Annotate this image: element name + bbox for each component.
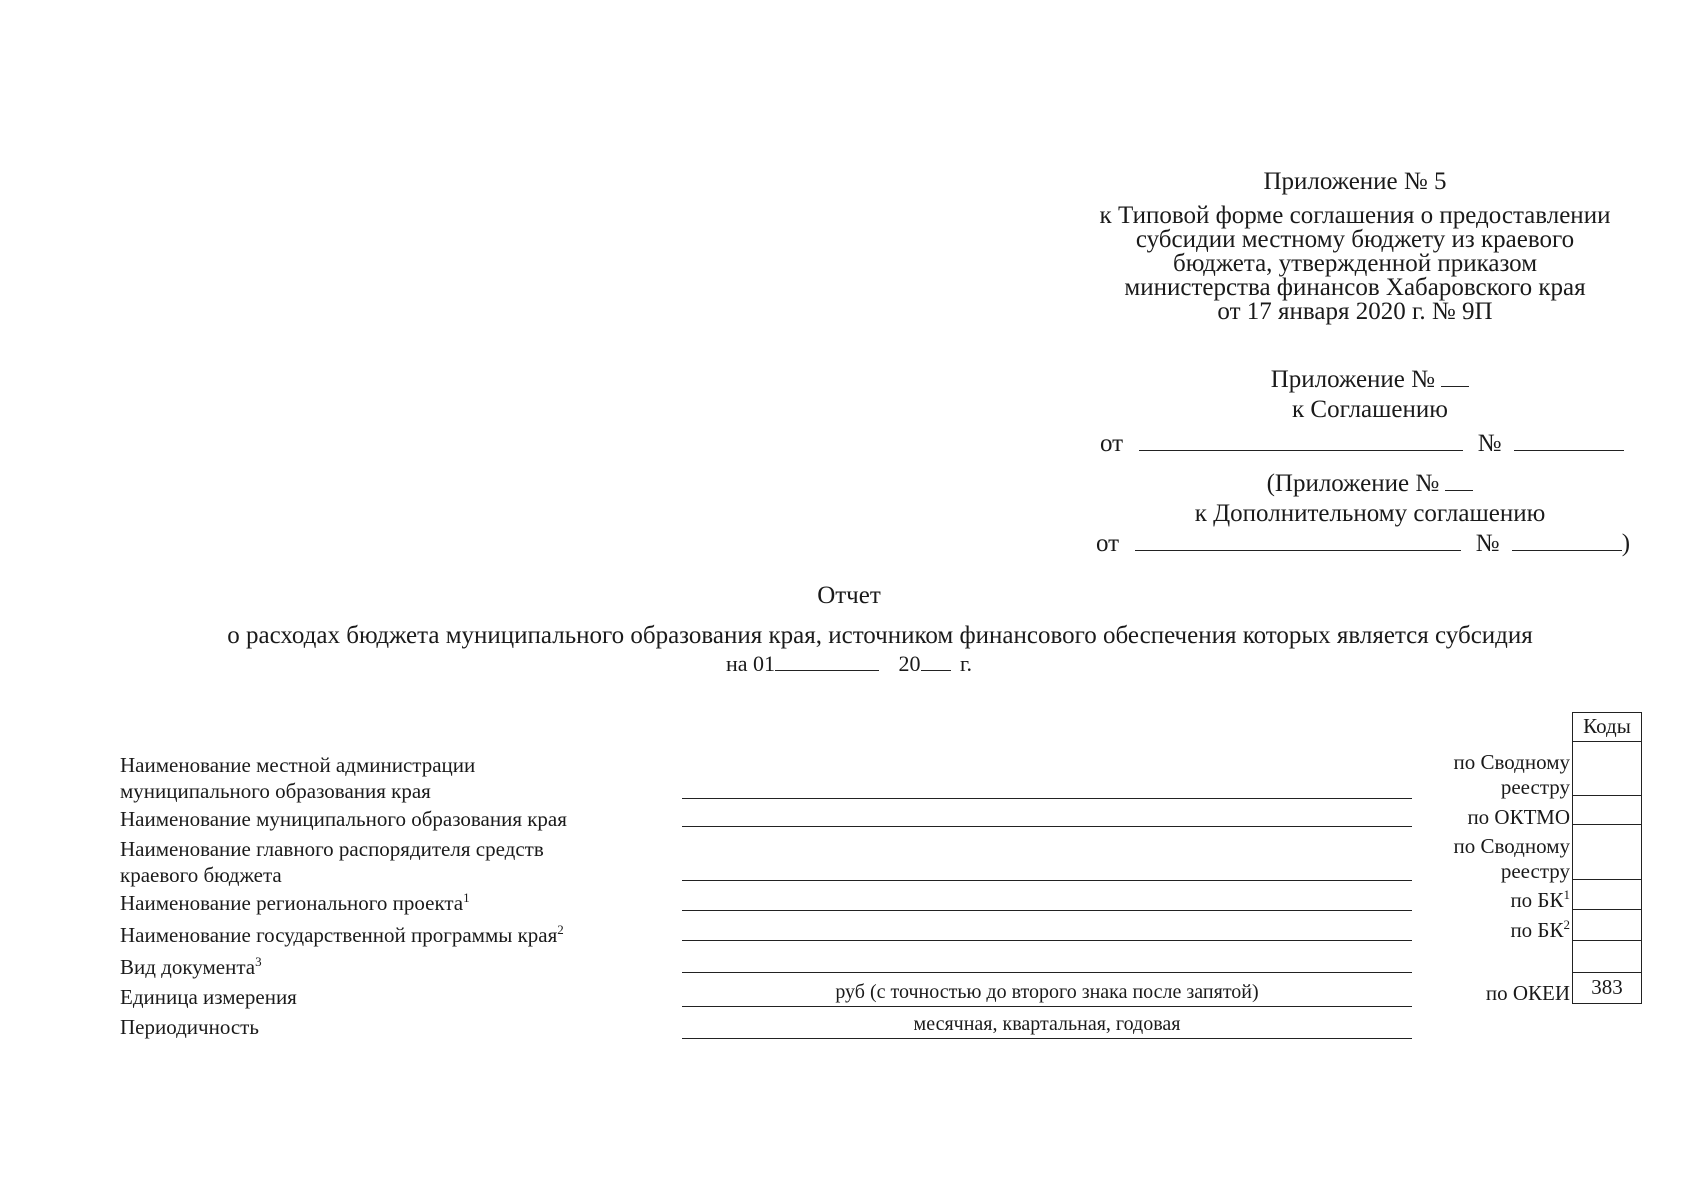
row-label-regional-project bbox=[120, 890, 680, 916]
appendix-title: Приложение № 5 bbox=[1263, 168, 1447, 195]
header-line: бюджета, утвержденной приказом bbox=[1172, 250, 1538, 277]
row-label-document-type bbox=[120, 954, 680, 980]
agreement-appendix-label: Приложение № bbox=[1270, 366, 1436, 393]
code-cell-okei[interactable]: 383 bbox=[1572, 972, 1642, 1004]
additional-appendix-row bbox=[1060, 466, 1680, 498]
header-line: субсидии местному бюджету из краевого bbox=[1135, 226, 1575, 253]
label-text: Вид документа bbox=[120, 955, 256, 979]
field-state-program[interactable] bbox=[682, 916, 1412, 941]
number-label-2: № bbox=[1475, 530, 1500, 557]
date-suffix: г. bbox=[960, 651, 973, 676]
row-label-municipality: Наименование муниципального образования края bbox=[120, 807, 567, 831]
row-label-local-administration bbox=[120, 752, 680, 804]
code-label-okei: по ОКЕИ bbox=[1485, 981, 1570, 1005]
code-label-line: по Сводному bbox=[1453, 750, 1570, 774]
code-label-bk-1 bbox=[1390, 888, 1570, 913]
label-line: Наименование главного распорядителя средств bbox=[120, 837, 544, 861]
header-line: к Типовой форме соглашения о предоставлении bbox=[1099, 202, 1611, 229]
code-label-bk-2 bbox=[1390, 918, 1570, 943]
appendix-number-blank[interactable] bbox=[1441, 362, 1469, 387]
report-title: Отчет bbox=[817, 582, 881, 609]
report-subtitle: о расходах бюджета муниципального образования края, источником финансового обеспечения которых является субсидия bbox=[227, 622, 1533, 649]
code-label-line: реестру bbox=[1500, 775, 1570, 799]
close-paren: ) bbox=[1621, 530, 1631, 557]
agreement-appendix-row bbox=[1060, 362, 1680, 394]
row-label-unit: Единица измерения bbox=[120, 985, 297, 1009]
code-label-svodny-reestr-2 bbox=[1390, 834, 1570, 884]
to-agreement-label: к Соглашению bbox=[1292, 396, 1448, 423]
agreement-reference bbox=[1060, 362, 1680, 558]
footnote-mark: 3 bbox=[255, 954, 262, 969]
row-label-periodicity: Периодичность bbox=[120, 1015, 259, 1039]
code-label-oktmo: по ОКТМО bbox=[1467, 805, 1570, 829]
label-line: муниципального образования края bbox=[120, 779, 431, 803]
row-label-state-program bbox=[120, 922, 680, 948]
footnote-mark: 1 bbox=[1563, 887, 1570, 902]
appendix-header bbox=[1040, 170, 1670, 324]
additional-appendix-number-blank[interactable] bbox=[1445, 466, 1473, 491]
agreement-number-blank[interactable] bbox=[1514, 426, 1624, 451]
code-cell-svodny-reestr-2[interactable] bbox=[1572, 824, 1642, 880]
to-additional-label: к Дополнительному соглашению bbox=[1194, 500, 1546, 527]
code-label-line: реестру bbox=[1500, 859, 1570, 883]
header-line: от 17 января 2020 г. № 9П bbox=[1217, 298, 1493, 325]
date-year: 20 bbox=[898, 651, 921, 676]
header-line: министерства финансов Хабаровского края bbox=[1124, 274, 1586, 301]
field-chief-administrator[interactable] bbox=[682, 856, 1412, 881]
field-municipality[interactable] bbox=[682, 802, 1412, 827]
additional-date-blank[interactable] bbox=[1135, 526, 1461, 551]
date-year-blank[interactable] bbox=[921, 650, 951, 671]
code-label-line: по Сводному bbox=[1453, 834, 1570, 858]
field-regional-project[interactable] bbox=[682, 886, 1412, 911]
label-line: Наименование местной администрации bbox=[120, 753, 476, 777]
code-cell-bk-1[interactable] bbox=[1572, 879, 1642, 910]
label-line: краевого бюджета bbox=[120, 863, 282, 887]
from-label-2: от bbox=[1096, 530, 1120, 557]
code-cell-bk-2[interactable] bbox=[1572, 909, 1642, 941]
code-label-svodny-reestr-1 bbox=[1390, 750, 1570, 800]
date-month-blank[interactable] bbox=[775, 650, 879, 671]
to-agreement-row bbox=[1060, 394, 1680, 426]
field-local-administration[interactable] bbox=[682, 774, 1412, 799]
additional-date-row bbox=[1060, 526, 1680, 558]
agreement-date-row bbox=[1060, 426, 1680, 458]
additional-number-blank[interactable] bbox=[1512, 526, 1622, 551]
field-document-type[interactable] bbox=[682, 948, 1412, 973]
label-text: Наименование государственной программы края bbox=[120, 923, 558, 947]
agreement-date-blank[interactable] bbox=[1139, 426, 1463, 451]
code-label-text: по БК bbox=[1510, 888, 1564, 912]
code-cell-svodny-reestr-1[interactable] bbox=[1572, 741, 1642, 796]
footnote-mark: 2 bbox=[1563, 917, 1570, 932]
field-unit[interactable]: руб (с точностью до второго знака после запятой) bbox=[682, 980, 1412, 1007]
report-date bbox=[0, 650, 1698, 677]
row-label-chief-administrator bbox=[120, 836, 680, 888]
code-label-text: по БК bbox=[1510, 918, 1564, 942]
codes-header: Коды bbox=[1572, 712, 1642, 742]
field-periodicity[interactable]: месячная, квартальная, годовая bbox=[682, 1012, 1412, 1039]
code-cell-oktmo[interactable] bbox=[1572, 795, 1642, 825]
date-prefix: на 01 bbox=[725, 651, 775, 676]
footnote-mark: 2 bbox=[557, 922, 564, 937]
from-label: от bbox=[1100, 430, 1124, 457]
additional-appendix-label: (Приложение № bbox=[1266, 470, 1440, 497]
number-label: № bbox=[1477, 430, 1502, 457]
label-text: Наименование регионального проекта bbox=[120, 891, 464, 915]
footnote-mark: 1 bbox=[463, 890, 470, 905]
code-cell-document-type[interactable] bbox=[1572, 940, 1642, 973]
